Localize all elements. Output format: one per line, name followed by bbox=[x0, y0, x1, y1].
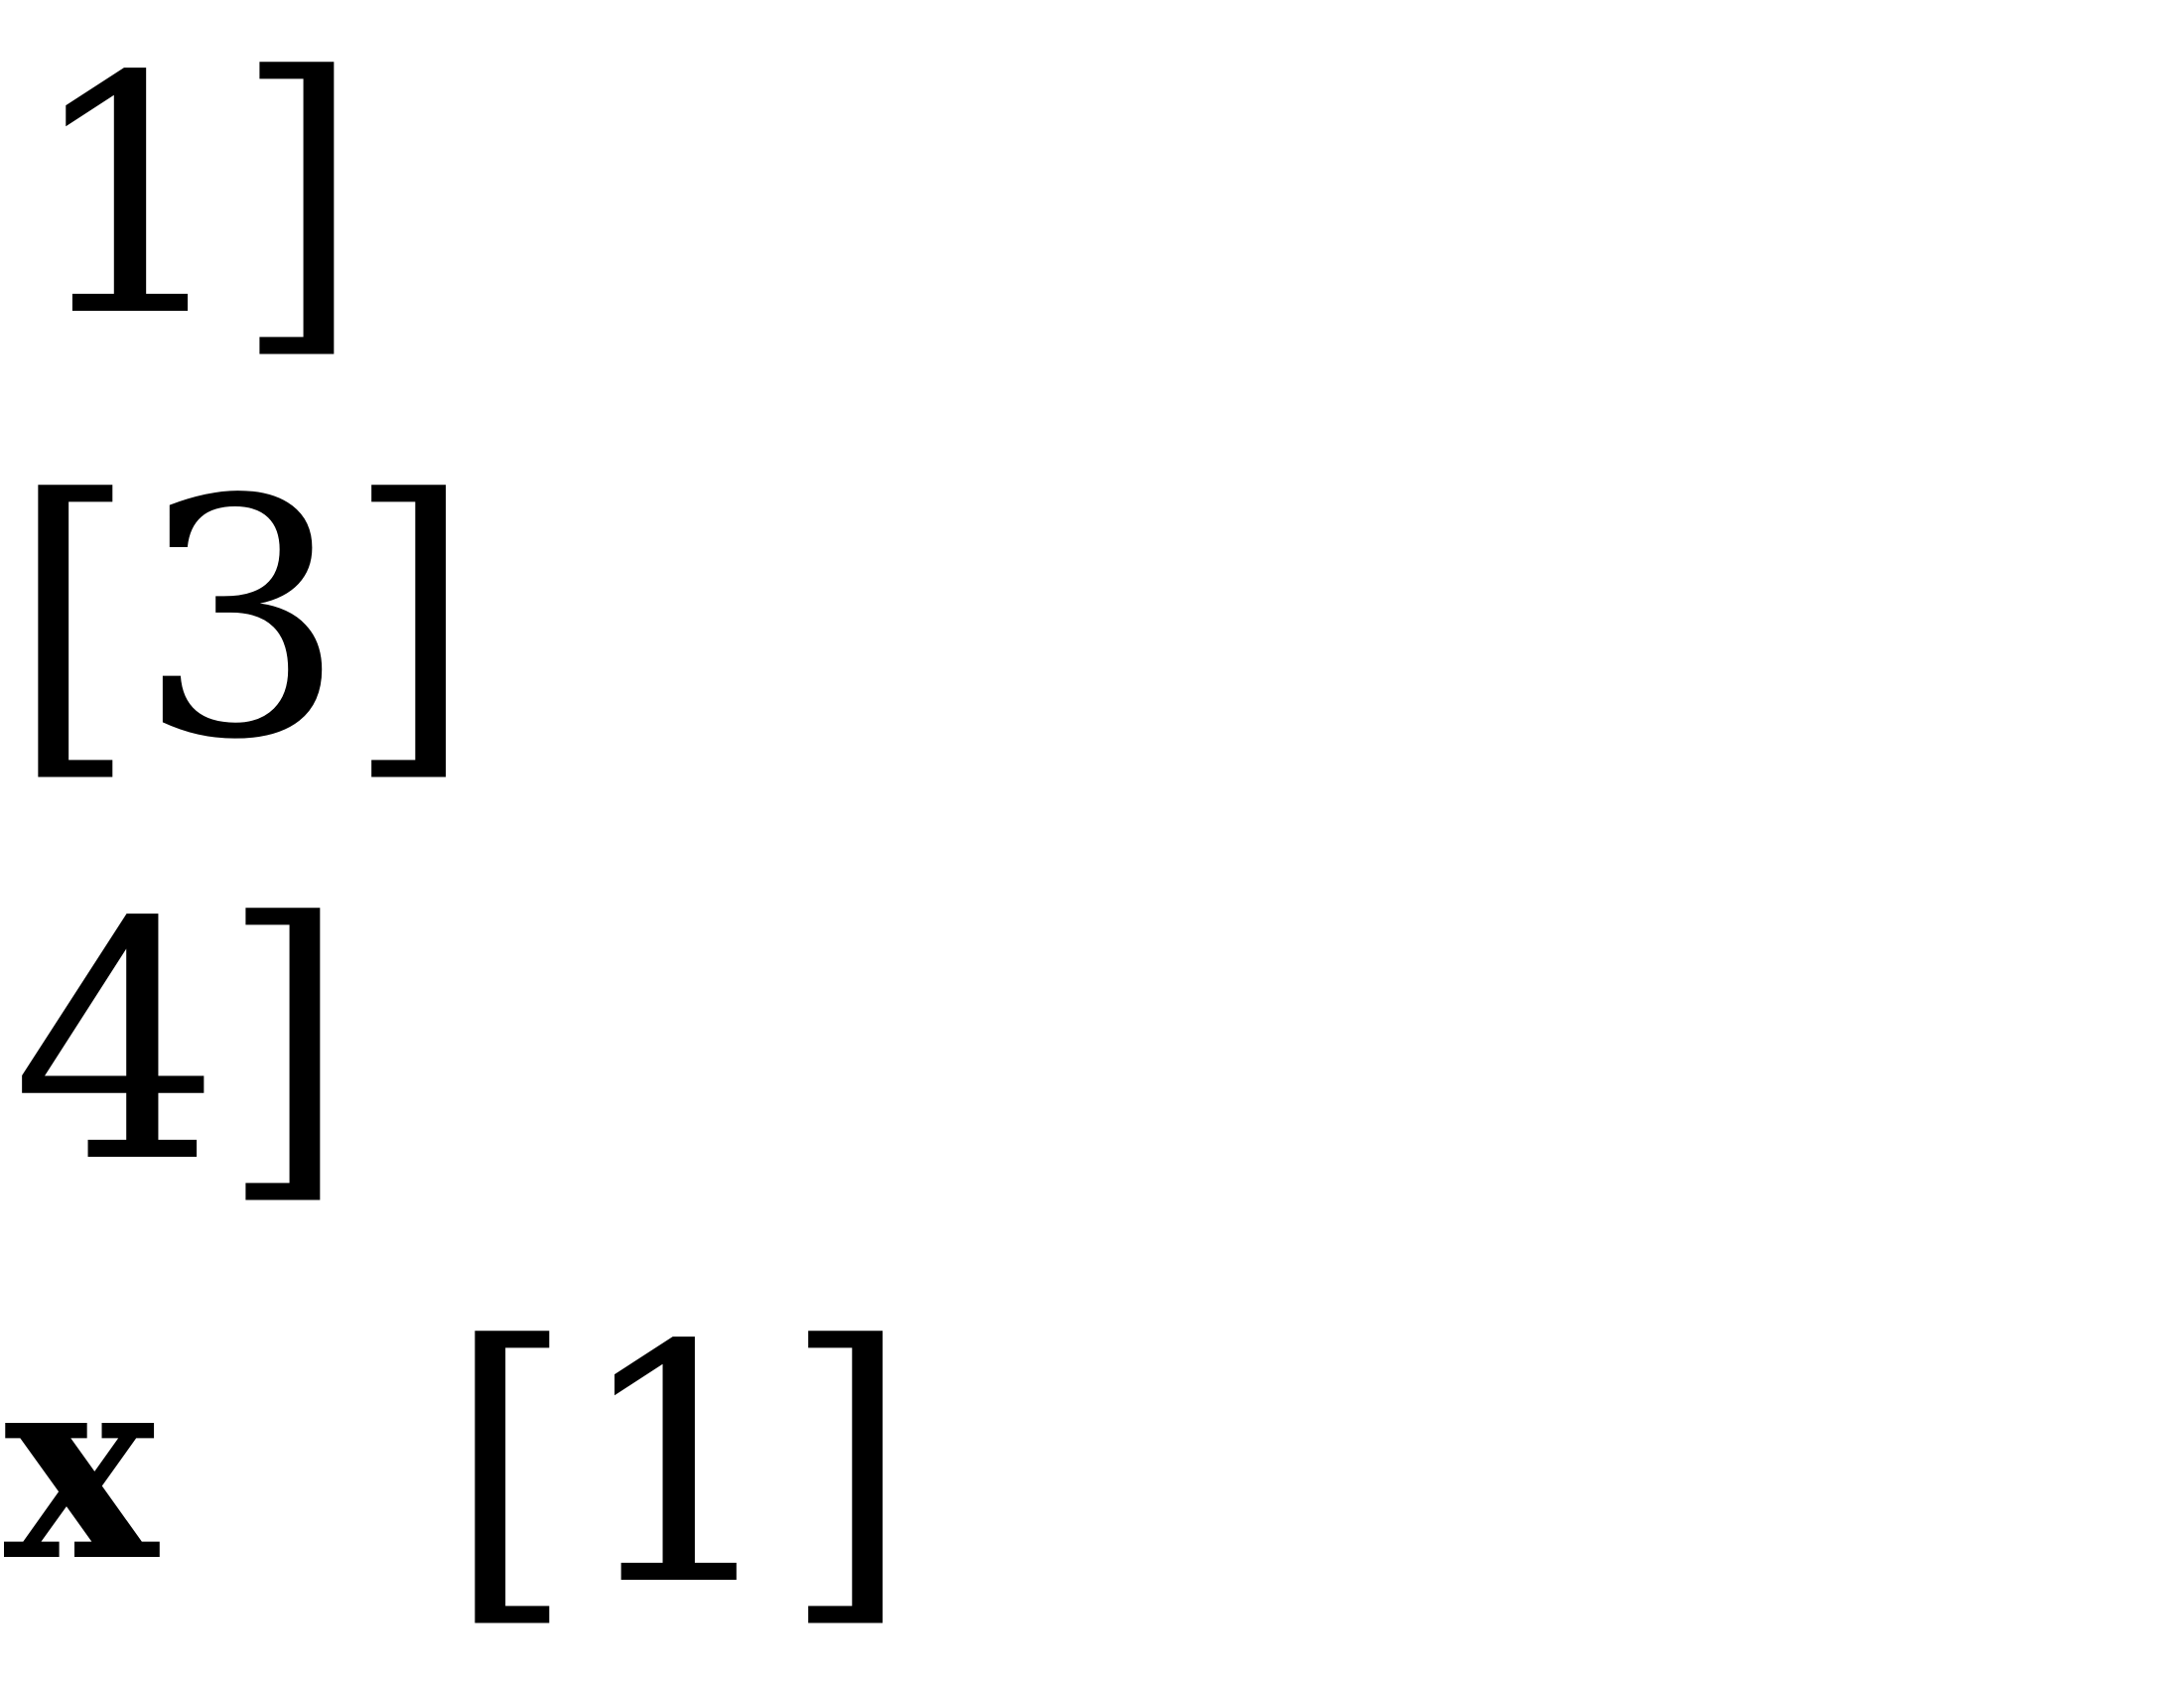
expression-line-1: 1] bbox=[26, 7, 362, 388]
expression-line-3: 4] bbox=[12, 853, 348, 1234]
expression-line-2: [3] bbox=[10, 430, 475, 811]
variable-x: x bbox=[4, 1316, 159, 1618]
expression-line-4-value: [1] bbox=[447, 1276, 911, 1657]
